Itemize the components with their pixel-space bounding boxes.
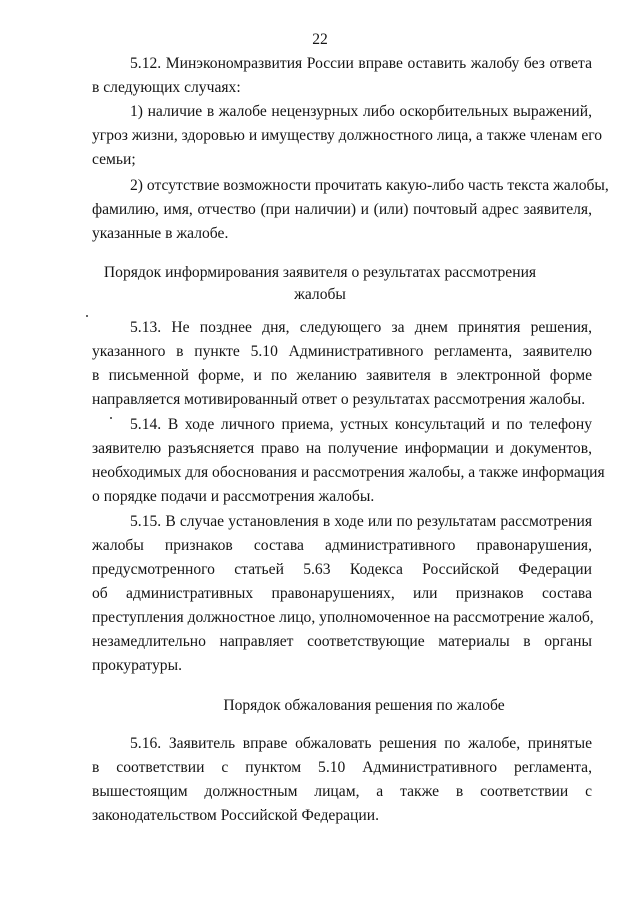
paragraph-5-15-line: преступления должностное лицо, уполномоченное на рассмотрение жалоб, — [92, 609, 594, 626]
paragraph-5-16-line: законодательством Российской Федерации. — [92, 807, 379, 824]
paragraph-5-16-line: 5.16. Заявитель вправе обжаловать решения по жалобе, принятые — [130, 735, 592, 752]
paragraph-5-15-line: незамедлительно направляет соответствующие материалы в органы — [92, 633, 592, 650]
paragraph-5-15-line: 5.15. В случае установления в ходе или по результатам рассмотрения — [130, 513, 592, 530]
page-number: 22 — [312, 31, 328, 48]
scan-speck — [86, 315, 88, 317]
item-1-line: семьи; — [92, 151, 136, 168]
paragraph-5-16-line: вышестоящим должностным лицам, а также в соответствии с — [92, 783, 592, 800]
scan-speck — [110, 417, 112, 419]
paragraph-5-16-line: в соответствии с пунктом 5.10 Административного регламента, — [92, 759, 592, 776]
paragraph-5-15-line: прокуратуры. — [92, 657, 182, 674]
paragraph-5-12-line: в следующих случаях: — [92, 79, 241, 96]
section-heading-appeal: Порядок обжалования решения по жалобе — [223, 697, 505, 714]
paragraph-5-14-line: необходимых для обоснования и рассмотрения жалобы, а также информация — [92, 464, 605, 481]
paragraph-5-13-line: в письменной форме, и по желанию заявителя в электронной форме — [92, 367, 592, 384]
item-2-line: фамилию, имя, отчество (при наличии) и (или) почтовый адрес заявителя, — [92, 201, 592, 218]
item-1-line: 1) наличие в жалобе нецензурных либо оскорбительных выражений, — [130, 103, 592, 120]
section-heading-informing: Порядок информирования заявителя о результатах рассмотрения — [103, 264, 537, 281]
paragraph-5-13-line: 5.13. Не позднее дня, следующего за днем принятия решения, — [130, 319, 592, 336]
paragraph-5-12-line: 5.12. Минэкономразвития России вправе оставить жалобу без ответа — [130, 55, 592, 72]
paragraph-5-15-line: жалобы признаков состава административного правонарушения, — [92, 537, 592, 554]
item-2-line: 2) отсутствие возможности прочитать какую-либо часть текста жалобы, — [130, 177, 609, 194]
paragraph-5-13-line: указанного в пункте 5.10 Административного регламента, заявителю — [92, 343, 592, 360]
section-heading-informing: жалобы — [294, 286, 346, 303]
paragraph-5-14-line: 5.14. В ходе личного приема, устных консультаций и по телефону — [130, 416, 592, 433]
item-2-line: указанные в жалобе. — [92, 225, 229, 242]
paragraph-5-14-line: заявителю разъясняется право на получение информации и документов, — [92, 440, 592, 457]
item-1-line: угроз жизни, здоровью и имуществу должностного лица, а также членам его — [92, 127, 603, 144]
paragraph-5-14-line: о порядке подачи и рассмотрения жалобы. — [92, 488, 375, 505]
paragraph-5-15-line: предусмотренного статьей 5.63 Кодекса Российской Федерации — [92, 561, 592, 578]
paragraph-5-13-line: направляется мотивированный ответ о результатах рассмотрения жалобы. — [92, 391, 586, 408]
paragraph-5-15-line: об административных правонарушениях, или признаков состава — [92, 585, 592, 602]
